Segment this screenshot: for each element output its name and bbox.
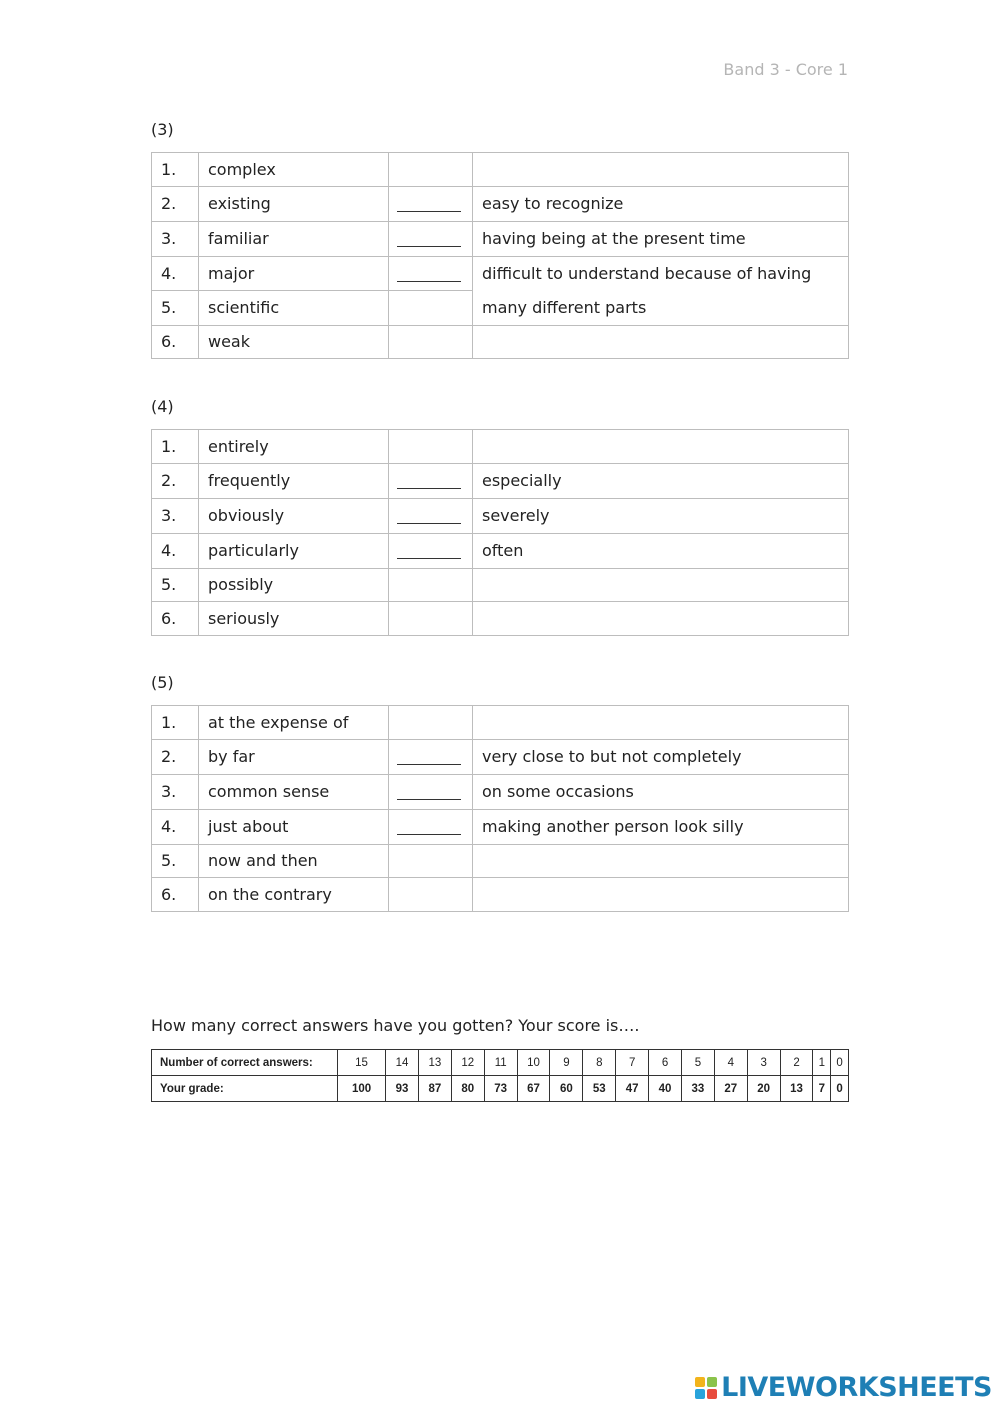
grade-label: Your grade: [152, 1076, 338, 1102]
correct-count: 4 [714, 1050, 747, 1076]
blank-cell [389, 153, 473, 187]
blank-cell [389, 463, 473, 498]
correct-count: 15 [338, 1050, 386, 1076]
correct-count: 11 [484, 1050, 517, 1076]
blank-cell [389, 739, 473, 774]
answer-blank[interactable] [397, 232, 461, 247]
logo-icon [695, 1377, 717, 1399]
row-number: 4. [152, 809, 199, 844]
correct-count: 10 [517, 1050, 550, 1076]
table-row [152, 186, 849, 221]
score-question: How many correct answers have you gotten? Your score is…. [151, 1016, 640, 1035]
grade-value: 7 [813, 1076, 831, 1102]
grade-value: 33 [681, 1076, 714, 1102]
table-row [152, 844, 849, 878]
correct-answers-label: Number of correct answers: [152, 1050, 338, 1076]
correct-count: 12 [451, 1050, 484, 1076]
definition-cell [473, 878, 849, 912]
row-number: 5. [152, 568, 199, 602]
section-5-label: (5) [151, 673, 174, 692]
table-row [152, 533, 849, 568]
blank-cell [389, 809, 473, 844]
definition-cell [473, 602, 849, 636]
grade-value: 67 [517, 1076, 550, 1102]
grade-value: 93 [386, 1076, 419, 1102]
table-row [152, 602, 849, 636]
definition-cell [473, 430, 849, 464]
grade-value: 27 [714, 1076, 747, 1102]
word-cell: at the expense of [199, 706, 389, 740]
definition-cell: especially [473, 463, 849, 498]
blank-cell [389, 291, 473, 326]
definition-cell: difficult to understand because of having many different parts [473, 256, 849, 325]
section-3-label: (3) [151, 120, 174, 139]
table-row [152, 325, 849, 359]
answer-blank[interactable] [397, 750, 461, 765]
correct-count: 8 [583, 1050, 616, 1076]
row-number: 2. [152, 186, 199, 221]
word-cell: familiar [199, 221, 389, 256]
table-row [152, 809, 849, 844]
logo-text: LIVEWORKSHEETS [721, 1372, 992, 1403]
row-number: 1. [152, 706, 199, 740]
blank-cell [389, 430, 473, 464]
score-table [151, 1049, 849, 1102]
row-number: 4. [152, 533, 199, 568]
table-row [152, 153, 849, 187]
definition-cell: often [473, 533, 849, 568]
row-number: 2. [152, 739, 199, 774]
section-4-table [151, 429, 849, 636]
row-number: 1. [152, 153, 199, 187]
blank-cell [389, 844, 473, 878]
correct-count: 14 [386, 1050, 419, 1076]
definition-cell: having being at the present time [473, 221, 849, 256]
logo-square-yellow [695, 1377, 705, 1387]
row-number: 6. [152, 602, 199, 636]
grade-value: 20 [747, 1076, 780, 1102]
definition-cell [473, 706, 849, 740]
row-number: 3. [152, 498, 199, 533]
logo-square-red [707, 1389, 717, 1399]
word-cell: now and then [199, 844, 389, 878]
table-row [152, 256, 849, 291]
section-4-label: (4) [151, 397, 174, 416]
answer-blank[interactable] [397, 509, 461, 524]
liveworksheets-logo[interactable] [695, 1372, 992, 1403]
blank-cell [389, 878, 473, 912]
correct-count: 3 [747, 1050, 780, 1076]
word-cell: by far [199, 739, 389, 774]
blank-cell [389, 568, 473, 602]
definition-cell [473, 325, 849, 359]
definition-cell: on some occasions [473, 774, 849, 809]
correct-count: 6 [649, 1050, 682, 1076]
correct-count: 2 [780, 1050, 813, 1076]
header-title: Band 3 - Core 1 [723, 60, 848, 79]
blank-cell [389, 221, 473, 256]
blank-cell [389, 602, 473, 636]
answer-blank[interactable] [397, 474, 461, 489]
row-number: 3. [152, 774, 199, 809]
correct-count: 9 [550, 1050, 583, 1076]
definition-cell [473, 844, 849, 878]
word-cell: frequently [199, 463, 389, 498]
table-row [152, 221, 849, 256]
row-number: 6. [152, 878, 199, 912]
word-cell: seriously [199, 602, 389, 636]
table-row [152, 774, 849, 809]
word-cell: major [199, 256, 389, 291]
correct-count: 7 [616, 1050, 649, 1076]
grade-value: 53 [583, 1076, 616, 1102]
correct-count: 13 [418, 1050, 451, 1076]
word-cell: possibly [199, 568, 389, 602]
grade-value: 13 [780, 1076, 813, 1102]
correct-count: 1 [813, 1050, 831, 1076]
blank-cell [389, 186, 473, 221]
table-row [152, 568, 849, 602]
logo-square-blue [695, 1389, 705, 1399]
definition-cell [473, 568, 849, 602]
blank-cell [389, 774, 473, 809]
definition-cell: easy to recognize [473, 186, 849, 221]
answer-blank[interactable] [397, 267, 461, 282]
answer-blank[interactable] [397, 197, 461, 212]
grade-value: 80 [451, 1076, 484, 1102]
row-number: 2. [152, 463, 199, 498]
row-number: 6. [152, 325, 199, 359]
definition-cell: making another person look silly [473, 809, 849, 844]
logo-square-green [707, 1377, 717, 1387]
row-number: 5. [152, 844, 199, 878]
word-cell: scientific [199, 291, 389, 326]
row-number: 4. [152, 256, 199, 291]
grade-row [152, 1076, 849, 1102]
blank-cell [389, 256, 473, 291]
word-cell: existing [199, 186, 389, 221]
correct-count: 0 [831, 1050, 849, 1076]
word-cell: particularly [199, 533, 389, 568]
grade-value: 0 [831, 1076, 849, 1102]
blank-cell [389, 533, 473, 568]
correct-answers-row [152, 1050, 849, 1076]
table-row [152, 463, 849, 498]
correct-count: 5 [681, 1050, 714, 1076]
answer-blank[interactable] [397, 544, 461, 559]
row-number: 5. [152, 291, 199, 326]
section-3-table [151, 152, 849, 359]
grade-value: 47 [616, 1076, 649, 1102]
section-5-table [151, 705, 849, 912]
row-number: 1. [152, 430, 199, 464]
answer-blank[interactable] [397, 820, 461, 835]
word-cell: just about [199, 809, 389, 844]
answer-blank[interactable] [397, 785, 461, 800]
word-cell: obviously [199, 498, 389, 533]
blank-cell [389, 706, 473, 740]
row-number: 3. [152, 221, 199, 256]
definition-cell: severely [473, 498, 849, 533]
grade-value: 100 [338, 1076, 386, 1102]
word-cell: entirely [199, 430, 389, 464]
grade-value: 87 [418, 1076, 451, 1102]
table-row [152, 739, 849, 774]
blank-cell [389, 498, 473, 533]
table-row [152, 706, 849, 740]
word-cell: weak [199, 325, 389, 359]
table-row [152, 430, 849, 464]
definition-cell: very close to but not completely [473, 739, 849, 774]
table-row [152, 878, 849, 912]
word-cell: complex [199, 153, 389, 187]
grade-value: 60 [550, 1076, 583, 1102]
word-cell: on the contrary [199, 878, 389, 912]
blank-cell [389, 325, 473, 359]
grade-value: 73 [484, 1076, 517, 1102]
word-cell: common sense [199, 774, 389, 809]
table-row [152, 498, 849, 533]
grade-value: 40 [649, 1076, 682, 1102]
definition-cell [473, 153, 849, 187]
